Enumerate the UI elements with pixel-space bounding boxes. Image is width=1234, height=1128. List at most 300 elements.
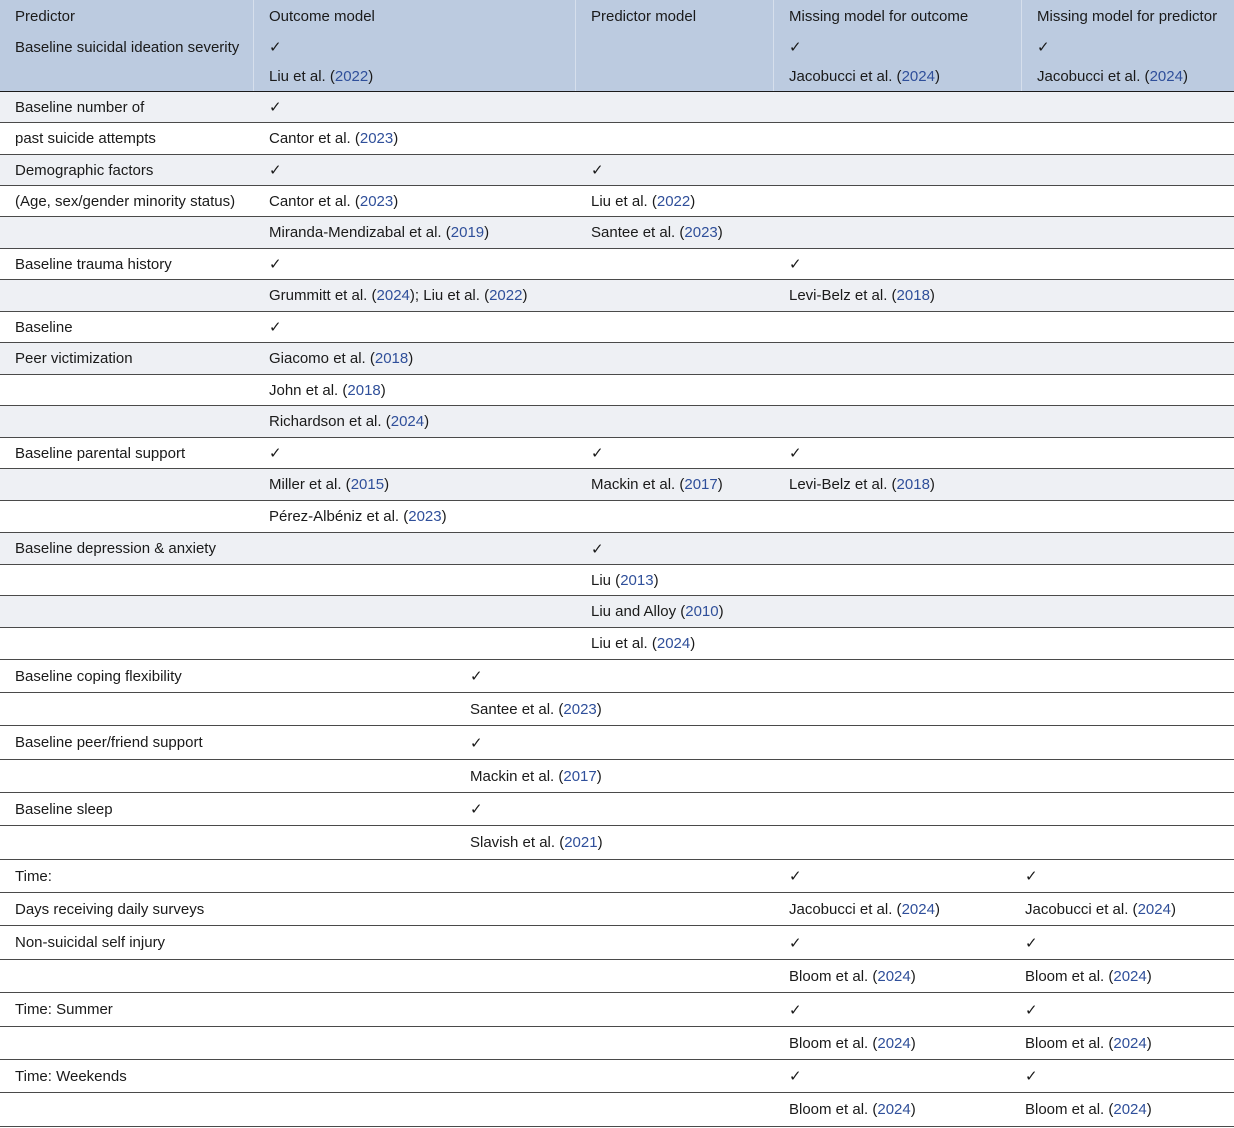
reference-year-link: 2024 [877,1101,911,1118]
table-cell [254,375,576,405]
citation-text: ) [717,476,723,493]
check-mark-icon: ✓ [269,444,282,462]
predictor-cell [0,726,455,759]
check-mark-icon: ✓ [789,444,802,462]
table-row [0,793,1234,826]
table-cell [774,123,1022,154]
reference-year-link: 2018 [896,287,930,304]
table-cell [1010,726,1234,759]
table-cell [576,628,774,659]
table-cell [254,628,576,659]
citation-text: Cantor et al. ( [269,192,360,210]
table-cell [254,186,576,216]
table-cell [1022,406,1234,437]
table-row [0,660,1234,693]
citation-text: Liu et al. ( [269,68,335,85]
reference-year-link: 2024 [1113,1034,1147,1052]
predictor-cell [0,1027,455,1059]
predictor-cell [0,123,254,154]
table-cell [254,406,576,437]
check-mark-icon: ✓ [1037,38,1050,56]
table-cell [1010,1027,1234,1059]
table-row [0,92,1234,123]
table-cell [576,375,774,405]
column-header: Missing model for outcome [774,0,1022,32]
table-row [0,628,1234,660]
table-cell [455,1060,774,1092]
reference-year-link: 2023 [359,130,394,147]
predictor-cell [0,375,254,405]
table-row [0,693,1234,726]
table-cell [254,565,576,595]
citation-text: Liu and Alloy ( [591,603,686,620]
citation-text: ) [596,767,602,785]
citation-text: Liu et al. ( [591,635,657,652]
table-row [0,343,1234,375]
citation-text: Grummitt et al. ( [269,287,377,304]
table-cell [1022,438,1234,468]
cell-text: Baseline depression & anxiety [15,540,216,557]
table-cell [254,62,576,91]
table-cell [576,343,774,374]
reference-year-link: 2022 [656,192,691,210]
table-cell [774,501,1022,532]
cell-text: Baseline parental support [15,444,186,462]
citation-text: Liu ( [591,571,621,589]
table-cell [774,993,1010,1026]
citation-text: ); Liu et al. ( [409,287,490,304]
citation-text: ) [910,967,916,985]
check-mark-icon: ✓ [1025,1000,1038,1019]
table-cell [1010,926,1234,959]
table-cell [774,280,1022,311]
table-cell [1010,760,1234,792]
table-row [0,565,1234,596]
table-cell [774,406,1022,437]
table-cell [1022,312,1234,342]
predictor-cell [0,1060,455,1092]
table-cell [774,826,1010,859]
table-cell [774,217,1022,248]
table-row [0,375,1234,406]
table-row [0,533,1234,565]
table-cell [254,469,576,500]
citation-text: Pérez-Albéniz et al. ( [269,508,409,525]
table-cell [254,32,576,62]
predictor-cell [0,693,455,725]
table-row [0,406,1234,438]
table-cell [1022,62,1234,91]
table-cell [774,860,1010,892]
table-cell [455,860,774,892]
check-mark-icon: ✓ [789,933,802,952]
table-cell [254,312,576,342]
reference-year-link: 2023 [563,700,597,718]
citation-text: Liu et al. ( [591,192,657,210]
table-cell [455,826,774,859]
table-cell [1010,960,1234,992]
predictor-cell [0,760,455,792]
check-mark-icon: ✓ [1025,1067,1038,1085]
column-header: Predictor model [576,0,774,32]
check-mark-icon: ✓ [470,733,483,752]
table-cell [1022,501,1234,532]
predictor-cell [0,32,254,62]
check-mark-icon: ✓ [789,38,802,56]
check-mark-icon: ✓ [591,539,604,558]
check-mark-icon: ✓ [789,255,802,273]
predictor-cell [0,960,455,992]
table-cell [774,469,1022,500]
reference-year-link: 2024 [1149,68,1183,85]
table-cell [455,893,774,925]
table-cell [774,249,1022,279]
table-cell [1022,596,1234,627]
table-cell [774,893,1010,925]
table-cell [1022,533,1234,564]
table-cell [774,62,1022,91]
table-cell [576,406,774,437]
table-header-row [0,0,1234,32]
table-cell [576,62,774,91]
table-cell [455,960,774,992]
table-row [0,312,1234,343]
cell-text: Time: [15,867,52,885]
column-header: Outcome model [254,0,576,32]
table-row [0,726,1234,760]
table-row [0,860,1234,893]
citation-text: Bloom et al. ( [1025,967,1114,985]
predictor-cell [0,926,455,959]
check-mark-icon: ✓ [789,1000,802,1019]
table-cell [576,186,774,216]
reference-year-link: 2013 [620,571,654,589]
predictor-cell [0,1093,455,1126]
table-cell [1022,280,1234,311]
cell-text: Baseline trauma history [15,255,172,273]
table-row [0,826,1234,860]
table-cell [254,438,576,468]
table-cell [774,960,1010,992]
table-cell [774,628,1022,659]
citation-text: ) [484,224,490,241]
citation-text: ) [1146,1101,1152,1118]
reference-year-link: 2017 [684,476,718,493]
citation-text: ) [910,1034,916,1052]
table-cell [576,533,774,564]
cell-text: Peer victimization [15,350,133,367]
citation-text: ) [441,508,447,525]
check-mark-icon: ✓ [269,38,282,56]
table-cell [576,469,774,500]
cell-text: Baseline peer/friend support [15,734,203,751]
citation-text: Santee et al. ( [470,700,564,718]
table-cell [774,1027,1010,1059]
cell-text: Non-suicidal self injury [15,934,166,951]
reference-year-link: 2019 [450,224,485,241]
table-cell [455,693,774,725]
predictor-cell [0,793,455,825]
citation-text: ) [1182,68,1188,85]
citation-text: Mackin et al. ( [591,476,685,493]
table-cell [774,565,1022,595]
table-cell [1022,343,1234,374]
table-cell [1022,565,1234,595]
column-header: Predictor [0,0,254,32]
citation-text: ) [597,834,603,851]
table-cell [576,217,774,248]
table-cell [1022,249,1234,279]
reference-year-link: 2018 [896,476,930,493]
table-row [0,438,1234,469]
check-mark-icon: ✓ [470,800,483,818]
citation-text: Miller et al. ( [269,476,351,493]
cell-text: Time: Weekends [15,1067,127,1085]
table-cell [254,501,576,532]
cell-text: (Age, sex/gender minority status) [15,192,236,210]
predictor-cell [0,62,254,91]
table-cell [774,343,1022,374]
reference-year-link: 2024 [901,900,935,918]
table-cell [1010,793,1234,825]
reference-year-link: 2018 [374,350,409,367]
table-row [0,993,1234,1027]
table-cell [774,660,1010,692]
citation-text: ) [368,68,374,85]
table-cell [254,280,576,311]
citation-text: ) [653,571,659,589]
citation-text: ) [424,413,430,430]
citation-text: ) [384,476,390,493]
table-cell [774,32,1022,62]
citation-text: Giacomo et al. ( [269,350,375,367]
table-cell [1022,469,1234,500]
table-row [0,960,1234,993]
table-row [0,123,1234,155]
table-cell [254,533,576,564]
predictor-cell [0,628,254,659]
citation-text: Levi-Belz et al. ( [789,476,897,493]
table-cell [455,726,774,759]
citation-text: Jacobucci et al. ( [789,68,902,85]
table-row [0,760,1234,793]
table-cell [576,249,774,279]
table-row [0,1093,1234,1127]
table-cell [774,186,1022,216]
citation-text: ) [522,287,528,304]
table-cell [254,92,576,122]
citation-text: ) [408,350,414,367]
citation-text: John et al. ( [269,381,348,399]
reference-year-link: 2024 [1113,1101,1147,1118]
check-mark-icon: ✓ [591,444,604,462]
check-mark-icon: ✓ [269,255,282,273]
citation-text: ) [393,130,399,147]
citation-text: ) [393,192,399,210]
table-cell [576,501,774,532]
table-cell [455,1027,774,1059]
citation-text: Bloom et al. ( [1025,1034,1114,1052]
cell-text: Time: Summer [15,1001,113,1018]
predictor-cell [0,596,254,627]
table-cell [576,438,774,468]
reference-year-link: 2024 [656,635,691,652]
reference-year-link: 2024 [376,287,410,304]
table-cell [576,92,774,122]
citation-text: ) [910,1101,916,1118]
reference-year-link: 2022 [334,68,369,85]
cell-text: Days receiving daily surveys [15,900,205,918]
table-cell [1010,693,1234,725]
table-row [0,217,1234,249]
table-row [0,62,1234,92]
table-row [0,249,1234,280]
predictor-cell [0,860,455,892]
table-cell [774,533,1022,564]
cell-text: Baseline suicidal ideation severity [15,38,240,56]
table-cell [254,123,576,154]
table-cell [1022,375,1234,405]
citation-text: Bloom et al. ( [789,967,878,985]
predictor-cell [0,249,254,279]
reference-year-link: 2024 [1137,900,1171,918]
citation-text: ) [1146,967,1152,985]
citation-text: ) [934,900,940,918]
citation-text: ) [690,192,696,210]
table-cell [455,793,774,825]
check-mark-icon: ✓ [1025,933,1038,952]
predictor-cell [0,533,254,564]
reference-year-link: 2021 [564,834,598,851]
predictor-cell [0,406,254,437]
reference-year-link: 2024 [901,68,935,85]
table-cell [774,155,1022,185]
table-cell [576,565,774,595]
citation-text: ) [1146,1034,1152,1052]
citation-text: Mackin et al. ( [470,767,564,785]
table-cell [455,760,774,792]
table-cell [774,596,1022,627]
table-row [0,186,1234,217]
table-cell [1022,217,1234,248]
citation-text: Slavish et al. ( [470,834,565,851]
citation-text: ) [690,635,696,652]
table-row [0,32,1234,62]
predictor-cell [0,993,455,1026]
citation-text: Miranda-Mendizabal et al. ( [269,224,451,241]
table-cell [455,660,774,692]
table-cell [1022,628,1234,659]
reference-year-link: 2024 [877,1034,911,1052]
check-mark-icon: ✓ [269,161,282,179]
table-cell [774,726,1010,759]
table-cell [1022,92,1234,122]
predictor-cell [0,893,455,925]
citation-text: Santee et al. ( [591,224,685,241]
cell-text: Baseline sleep [15,800,113,818]
table-cell [1022,155,1234,185]
cell-text: Baseline [15,318,73,336]
table-cell [576,596,774,627]
table-cell [774,92,1022,122]
table-row [0,1060,1234,1093]
citation-text: Jacobucci et al. ( [789,900,902,918]
table-cell [774,1060,1010,1092]
check-mark-icon: ✓ [269,318,282,336]
predictor-cell [0,826,455,859]
table-cell [774,312,1022,342]
table-cell [1022,32,1234,62]
table-row [0,1027,1234,1060]
citation-text: ) [718,603,724,620]
predictor-cell [0,280,254,311]
table-cell [774,793,1010,825]
table-row [0,926,1234,960]
table-row [0,596,1234,628]
citation-text: ) [929,476,935,493]
check-mark-icon: ✓ [1025,867,1038,885]
reference-year-link: 2023 [359,192,394,210]
table-cell [455,993,774,1026]
reference-year-link: 2023 [684,224,718,241]
table-cell [455,926,774,959]
citation-text: Bloom et al. ( [1025,1101,1114,1118]
reference-year-link: 2024 [1113,967,1147,985]
table-cell [774,375,1022,405]
cell-text: past suicide attempts [15,130,156,147]
cell-text: Baseline number of [15,98,145,116]
cell-text: Demographic factors [15,161,154,179]
table-cell [576,280,774,311]
table-row [0,893,1234,926]
citation-text: ) [934,68,940,85]
predictor-cell [0,565,254,595]
reference-year-link: 2017 [563,767,597,785]
citation-text: ) [1170,900,1176,918]
table-cell [774,1093,1010,1126]
citation-text: Levi-Belz et al. ( [789,287,897,304]
predictor-cell [0,438,254,468]
predictor-cell [0,469,254,500]
table-cell [576,123,774,154]
table-cell [1010,1093,1234,1126]
table-cell [254,596,576,627]
table-cell [1010,826,1234,859]
predictor-cell [0,501,254,532]
check-mark-icon: ✓ [470,667,483,685]
table-cell [1010,1060,1234,1092]
check-mark-icon: ✓ [591,161,604,179]
table-row [0,155,1234,186]
table-cell [1022,186,1234,216]
table-row [0,469,1234,501]
predictor-cell [0,343,254,374]
citation-text: ) [717,224,723,241]
reference-year-link: 2024 [390,413,425,430]
citation-text: Cantor et al. ( [269,130,360,147]
reference-year-link: 2023 [408,508,442,525]
table-row [0,280,1234,312]
table-cell [774,438,1022,468]
reference-year-link: 2018 [347,381,381,399]
predictor-cell [0,312,254,342]
citation-text: Richardson et al. ( [269,413,391,430]
table-cell [774,693,1010,725]
table-cell [1022,123,1234,154]
predictor-cell [0,217,254,248]
table-cell [774,760,1010,792]
citation-text: Bloom et al. ( [789,1034,878,1052]
